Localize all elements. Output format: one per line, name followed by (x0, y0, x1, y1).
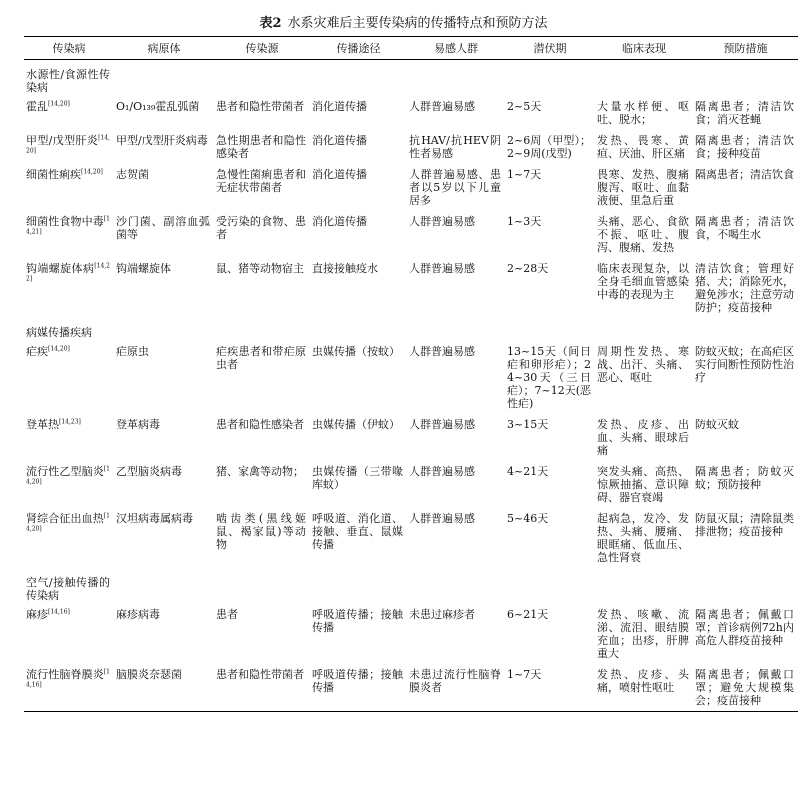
population-cell: 未患过流行性脑脊膜炎者 (407, 664, 505, 712)
disease-cell (24, 461, 114, 508)
disease-name: 细菌性食物中毒 (26, 215, 104, 228)
reference-citation: [14,16] (48, 608, 70, 616)
route-cell: 消化道传播 (312, 134, 367, 147)
clinical-cell: 起病急，发冷、发热、头痛、腰痛、眼眶痛、低血压、急性肾衰 (597, 512, 689, 564)
prevention-cell: 清洁饮食；管理好猪、犬；消除死水，避免涉水；注意劳动防护；疫苗接种 (695, 262, 794, 314)
table-row (24, 211, 798, 258)
clinical-cell: 发热、咳嗽、流涕、流泪、眼结膜充血；出疹，肝脾重大 (597, 608, 689, 660)
route-cell: 消化道传播 (312, 215, 367, 228)
header-cell: 易感人群 (407, 37, 505, 60)
table-row (24, 604, 798, 664)
clinical-cell: 发热、皮疹、头痛，喷射性呕吐 (595, 664, 693, 712)
clinical-cell: 头痛、恶心、食欲不振、呕吐、腹泻、腹痛、发热 (597, 215, 689, 254)
prevention-cell: 隔离患者；清洁饮食；接种疫苗 (695, 134, 794, 160)
disease-name: 钩端螺旋体病 (26, 262, 95, 275)
clinical-cell: 临床表现复杂，以全身毛细血管感染中毒的表现为主 (597, 262, 689, 301)
population-cell: 人群普遍易感 (409, 262, 475, 275)
prevention-cell: 隔离患者；清洁饮食；消灭苍蝇 (695, 100, 794, 126)
table-label: 表2 (259, 16, 282, 31)
disease-name: 麻疹 (26, 608, 48, 621)
route-cell: 消化道传播 (312, 168, 367, 181)
incubation-cell: 13~15天（间日疟和卵形疟）；24~30天（三日疟）；7~12天(恶性疟) (507, 345, 592, 410)
pathogen-cell: O₁/O₁₃₉霍乱弧菌 (116, 100, 200, 113)
source-cell: 患者和隐性带菌者 (214, 664, 310, 712)
reference-citation: [14,20] (26, 465, 110, 486)
disease-name: 疟疾 (26, 345, 48, 358)
incubation-cell: 1~3天 (507, 215, 542, 228)
population-cell: 未患过麻疹者 (409, 608, 475, 621)
prevention-cell: 防蚊灭蚊；在高疟区实行间断性预防性治疗 (695, 345, 794, 384)
table-row (24, 164, 798, 211)
population-cell: 人群普遍易感、患者以5岁以下儿童居多 (409, 168, 501, 207)
section-row (24, 568, 798, 604)
table-row (24, 508, 798, 568)
incubation-cell: 5~46天 (507, 512, 549, 525)
table-caption: 水系灾难后主要传染病的传播特点和预防方法 (287, 16, 548, 31)
clinical-cell: 畏寒、发热、腹痛腹泻、呕吐、血黏液便、里急后重 (597, 168, 689, 207)
prevention-cell: 防鼠灭鼠；清除鼠类排泄物；疫苗接种 (695, 512, 794, 538)
section-heading: 水源性/食源性传染病 (26, 68, 110, 94)
disease-name: 细菌性痢疾 (26, 168, 81, 181)
route-cell: 虫媒传播（三带喙库蚊） (312, 465, 403, 491)
source-cell: 受污染的食物、患者 (216, 215, 306, 241)
table-title (0, 12, 807, 31)
prevention-cell: 防蚊灭蚊 (695, 418, 739, 431)
source-cell: 急性期患者和隐性感染者 (216, 134, 306, 160)
source-cell: 猪、家禽等动物； (216, 465, 304, 478)
table-row (24, 461, 798, 508)
population-cell: 抗HAV/抗HEV阴性者易感 (409, 134, 501, 160)
header-cell: 预防措施 (693, 37, 798, 60)
route-cell: 呼吸道传播；接触传播 (312, 608, 403, 634)
table-row (24, 341, 798, 414)
pathogen-cell: 沙门菌、副溶血弧菌等 (116, 215, 210, 241)
prevention-cell: 隔离患者；佩戴口罩；首诊病例72h内高危人群疫苗接种 (695, 608, 794, 647)
table-row (24, 414, 798, 461)
disease-cell (24, 96, 114, 130)
pathogen-cell: 脑膜炎奈瑟菌 (114, 664, 214, 712)
population-cell: 人群普遍易感 (409, 345, 475, 358)
source-cell: 急慢性菌痢患者和无症状带菌者 (216, 168, 306, 194)
header-cell: 临床表现 (595, 37, 693, 60)
disease-cell (24, 130, 114, 164)
source-cell: 患者和隐性感染者 (216, 418, 304, 431)
disease-table (24, 36, 798, 712)
clinical-cell: 突发头痛、高热、惊厥抽搐、意识障碍、器官衰竭 (597, 465, 689, 504)
pathogen-cell: 疟原虫 (116, 345, 149, 358)
section-row (24, 60, 798, 97)
pathogen-cell: 志贺菌 (116, 168, 149, 181)
reference-citation: [14,20] (81, 168, 103, 176)
pathogen-cell: 麻疹病毒 (116, 608, 160, 621)
route-cell: 直接接触疫水 (312, 262, 378, 275)
header-cell: 潜伏期 (505, 37, 595, 60)
table-row (24, 96, 798, 130)
disease-cell (24, 508, 114, 568)
population-cell: 人群普遍易感 (409, 215, 475, 228)
source-cell: 啮齿类(黑线姬鼠、褐家鼠)等动物 (216, 512, 306, 551)
reference-citation: [14,20] (26, 134, 110, 155)
pathogen-cell: 汉坦病毒属病毒 (116, 512, 193, 525)
route-cell: 呼吸道、消化道、接触、垂直、鼠媒传播 (312, 512, 403, 551)
incubation-cell: 2~5天 (507, 100, 542, 113)
table-row (24, 664, 798, 712)
reference-citation: [14,22] (26, 262, 110, 283)
disease-cell (24, 258, 114, 318)
incubation-cell: 6~21天 (507, 608, 549, 621)
section-heading: 空气/接触传播的传染病 (26, 576, 110, 602)
incubation-cell: 4~21天 (507, 465, 549, 478)
incubation-cell: 1~7天 (507, 168, 542, 181)
reference-citation: [14,23] (59, 418, 81, 426)
clinical-cell: 发热、皮疹、出血、头痛、眼球后痛 (597, 418, 689, 457)
population-cell: 人群普遍易感 (409, 465, 475, 478)
pathogen-cell: 登革病毒 (116, 418, 160, 431)
route-cell: 虫媒传播（按蚊） (312, 345, 400, 358)
source-cell: 患者 (216, 608, 238, 621)
table-row (24, 258, 798, 318)
reference-citation: [14,20] (48, 345, 70, 353)
disease-name: 霍乱 (26, 100, 48, 113)
route-cell: 消化道传播 (312, 100, 367, 113)
disease-name: 甲型/戊型肝炎 (26, 134, 99, 147)
pathogen-cell: 钩端螺旋体 (116, 262, 171, 275)
disease-cell (24, 341, 114, 414)
header-row (24, 37, 798, 60)
prevention-cell: 隔离患者；清洁饮食 (695, 168, 794, 181)
header-cell: 传染病 (24, 37, 114, 60)
clinical-cell: 周期性发热、寒战、出汗、头痛、恶心、呕吐 (597, 345, 689, 384)
population-cell: 人群普遍易感 (409, 100, 475, 113)
prevention-cell: 隔离患者；防蚊灭蚊；预防接种 (695, 465, 794, 491)
incubation-cell: 1~7天 (505, 664, 595, 712)
header-cell: 传播途径 (310, 37, 407, 60)
disease-cell (24, 664, 114, 712)
reference-citation: [14,20] (26, 512, 110, 533)
source-cell: 患者和隐性带菌者 (216, 100, 304, 113)
source-cell: 鼠、猪等动物宿主 (216, 262, 304, 275)
incubation-cell: 2~28天 (507, 262, 549, 275)
population-cell: 人群普遍易感 (409, 512, 475, 525)
disease-cell (24, 604, 114, 664)
reference-citation: [14,21] (26, 215, 110, 236)
route-cell: 虫媒传播（伊蚊） (312, 418, 400, 431)
clinical-cell: 发热、畏寒、黄疸、厌油、肝区痛 (597, 134, 689, 160)
source-cell: 疟疾患者和带疟原虫者 (216, 345, 306, 371)
header-cell: 传染源 (214, 37, 310, 60)
route-cell: 呼吸道传播；接触传播 (310, 664, 407, 712)
population-cell: 人群普遍易感 (409, 418, 475, 431)
incubation-cell: 2~6周（甲型）；2~9周(戊型) (507, 134, 591, 160)
prevention-cell: 隔离患者；清洁饮食，不喝生水 (695, 215, 794, 241)
reference-citation: [14,20] (48, 100, 70, 108)
section-row (24, 318, 798, 341)
disease-name: 流行性脑脊膜炎 (26, 668, 104, 681)
clinical-cell: 大量水样便、呕吐、脱水； (597, 100, 689, 126)
header-cell: 病原体 (114, 37, 214, 60)
disease-name: 肾综合征出血热 (26, 512, 104, 525)
disease-cell (24, 164, 114, 211)
pathogen-cell: 甲型/戊型肝炎病毒 (116, 134, 208, 147)
incubation-cell: 3~15天 (507, 418, 549, 431)
section-heading: 病媒传播疾病 (26, 326, 92, 339)
table-row (24, 130, 798, 164)
disease-cell (24, 414, 114, 461)
pathogen-cell: 乙型脑炎病毒 (116, 465, 182, 478)
disease-name: 登革热 (26, 418, 59, 431)
reference-citation: [14,16] (26, 668, 110, 689)
disease-name: 流行性乙型脑炎 (26, 465, 104, 478)
disease-cell (24, 211, 114, 258)
prevention-cell: 隔离患者；佩戴口罩；避免大规模集会；疫苗接种 (693, 664, 798, 712)
